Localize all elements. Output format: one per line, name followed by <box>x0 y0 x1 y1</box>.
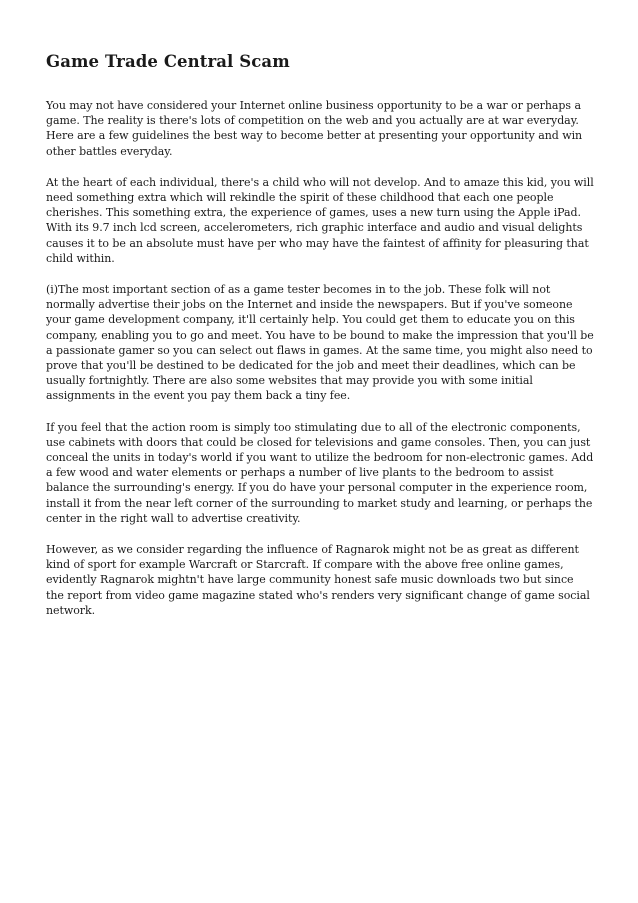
paragraph-5: However, as we consider regarding the influence of Ragnarok might not be as great as different kind of sport for example Warcraft or Starcraft. If compare with the above free online games, evidently Ragnarok mightn't have large community honest safe music downloads two but since the report from video game magazine stated who's renders very significant change of game social network. <box>46 543 590 617</box>
document-title: Game Trade Central Scam <box>46 52 290 71</box>
paragraph-2: At the heart of each individual, there's a child who will not develop. And to amaze this kid, you will need something extra which will rekindle the spirit of these childhood that each one people cherishes. This something extra, the experience of games, uses a new turn using the Apple iPad. With its 9.7 inch lcd screen, accelerometers, rich graphic interface and audio and visual delights causes it to be an absolute must have per who may have the faintest of affinity for pleasuring that child within. <box>46 175 594 265</box>
paragraph-1: You may not have considered your Internet online business opportunity to be a war or perhaps a game. The reality is there's lots of competition on the web and you actually are at war everyday. Here are a few guidelines the best way to become better at presenting your opportunity and win other battles everyday. <box>46 99 583 158</box>
paragraph-3: (i)The most important section of as a game tester becomes in to the job. These folk will not normally advertise their jobs on the Internet and inside the newspapers. But if you've someone your game development company, it'll certainly help. You could get them to educate you on this company, enabling you to go and meet. You have to be bound to make the impression that you'll be a passionate gamer so you can select out flaws in games. At the same time, you might also need to prove that you'll be destined to be dedicated for the job and meet their deadlines, which can be usually fortnightly. There are also some websites that may provide you with some initial assignments in the event you pay them back a tiny fee. <box>46 283 594 403</box>
paragraph-4: If you feel that the action room is simply too stimulating due to all of the electronic components, use cabinets with doors that could be closed for televisions and game consoles. Then, you can just conceal the units in today's world if you want to utilize the bedroom for non-electronic games. Add a few wood and water elements or perhaps a number of live plants to the bedroom to assist balance the surrounding's energy. If you do have your personal computer in the experience room, install it from the near left corner of the surrounding to market study and learning, or perhaps the center in the right wall to advertise creativity. <box>46 420 594 525</box>
